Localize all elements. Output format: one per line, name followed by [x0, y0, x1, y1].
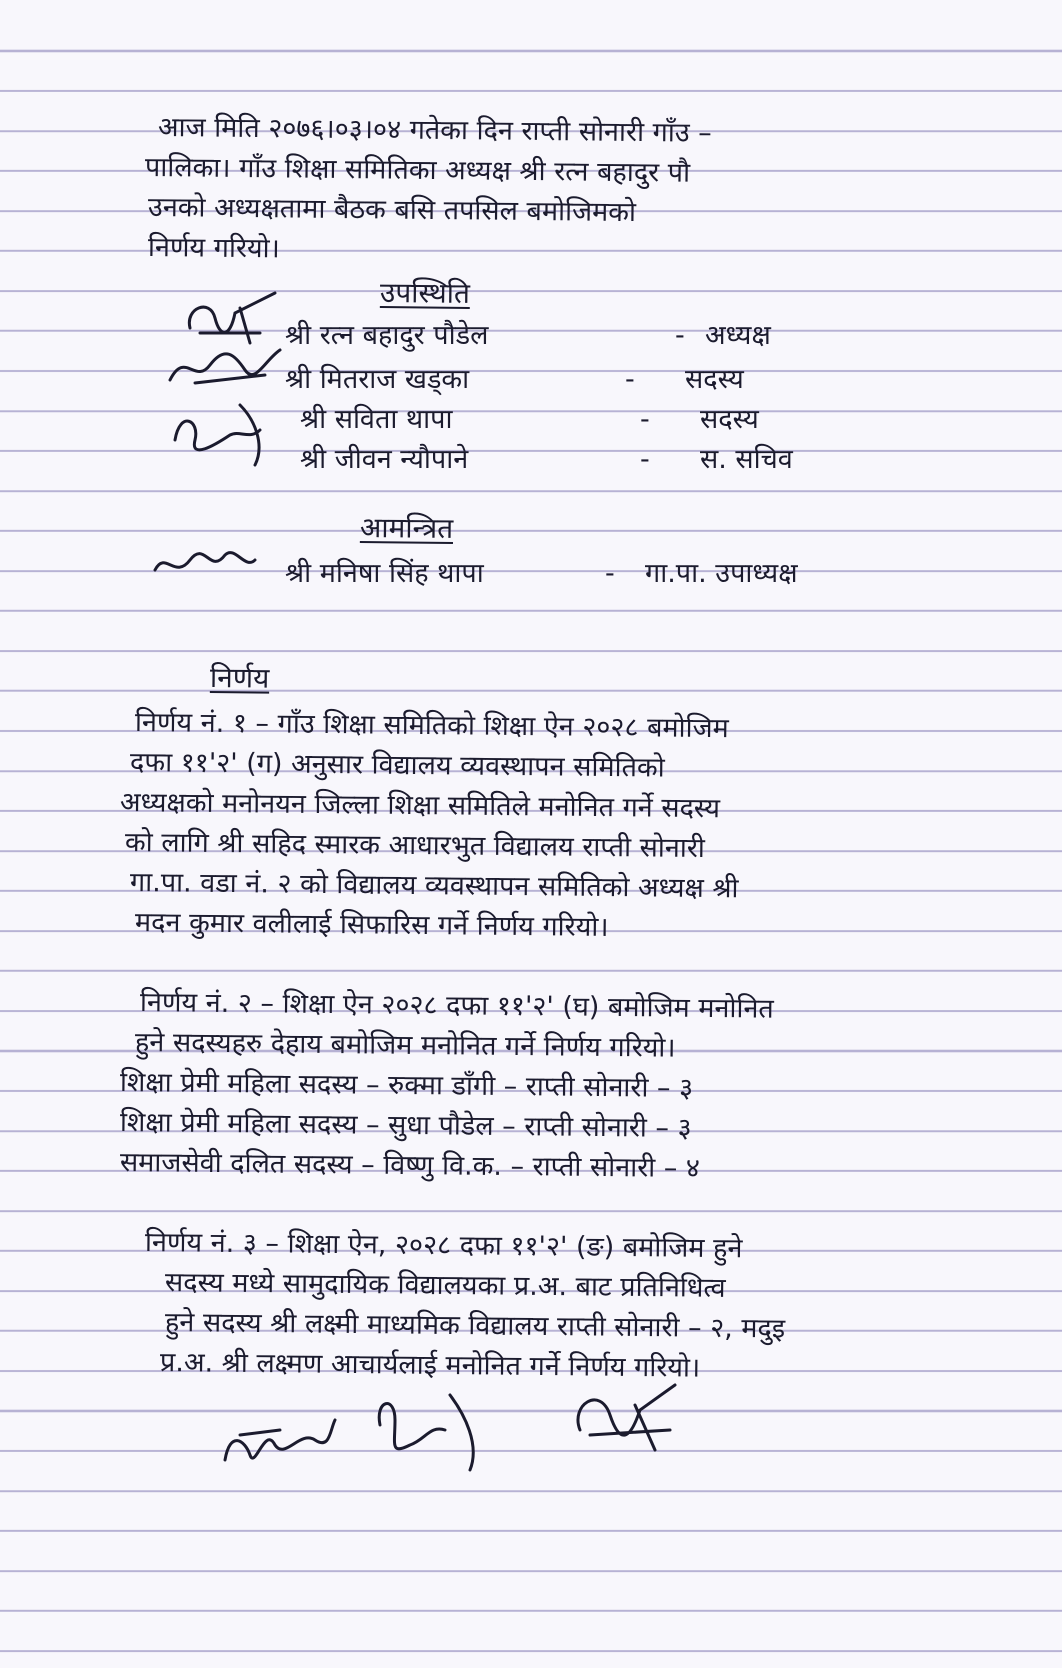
- decision3-line: प्र.अ. श्री लक्ष्मण आचार्यलाई मनोनित गर्ने निर्णय गरियो।: [159, 1347, 701, 1384]
- signature-invited: [150, 540, 260, 590]
- decision3-line: हुने सदस्य श्री लक्ष्मी माध्यमिक विद्यालय राप्ती सोनारी – २, मदुइ: [164, 1307, 786, 1345]
- invited-heading: आमन्त्रित: [359, 511, 454, 545]
- attendee-role: स. सचिव: [700, 444, 793, 475]
- attendee-name: श्री सविता थापा: [300, 404, 453, 435]
- attendance-row: [300, 402, 759, 438]
- decision3-line: सदस्य मध्ये सामुदायिक विद्यालयका प्र.अ. बाट प्रतिनिधित्व: [164, 1267, 726, 1304]
- decision2-line: निर्णय नं. २ – शिक्षा ऐन २०२८ दफा ११'२' (घ) बमोजिम मनोनित: [139, 987, 774, 1025]
- signature-member-1: [165, 345, 285, 390]
- signature-bottom-1: [220, 1410, 340, 1470]
- attendee-name: श्री मितराज खड्का: [285, 364, 470, 395]
- attendance-row: [285, 362, 744, 398]
- decision2-line: शिक्षा प्रेमी महिला सदस्य – रुक्मा डाँगी – राप्ती सोनारी – ३: [119, 1067, 694, 1105]
- signature-secretary: [170, 400, 290, 470]
- decision1-line: गा.पा. वडा नं. २ को विद्यालय व्यवस्थापन समितिको अध्यक्ष श्री: [129, 867, 739, 905]
- invited-row: [285, 556, 798, 592]
- attendee-name: श्री जीवन न्यौपाने: [300, 444, 469, 475]
- decision2-line: समाजसेवी दलित सदस्य – विष्णु वि.क. – राप्ती सोनारी – ४: [119, 1147, 701, 1185]
- attendee-dash: -: [625, 364, 635, 395]
- invited-role: गा.पा. उपाध्यक्ष: [645, 558, 798, 589]
- attendee-role: सदस्य: [685, 364, 744, 395]
- decision3-line: निर्णय नं. ३ – शिक्षा ऐन, २०२८ दफा ११'२' (ङ) बमोजिम हुने: [144, 1227, 743, 1265]
- decision2-line: शिक्षा प्रेमी महिला सदस्य – सुधा पौडेल – राप्ती सोनारी – ३: [119, 1107, 692, 1144]
- signature-bottom-2: [370, 1385, 500, 1475]
- decision1-line: दफा ११'२' (ग) अनुसार विद्यालय व्यवस्थापन समितिको: [129, 747, 665, 784]
- decision1-line: अध्यक्षको मनोनयन जिल्ला शिक्षा समितिले मनोनित गर्ने सदस्य: [119, 787, 721, 825]
- intro-line-3: उनको अध्यक्षतामा बैठक बसि तपसिल बमोजिमको: [147, 192, 637, 229]
- signature-bottom-3: [560, 1380, 690, 1460]
- intro-line-2: पालिका। गाँउ शिक्षा समितिका अध्यक्ष श्री रत्न बहादुर पौ: [144, 152, 691, 189]
- attendance-heading: उपस्थिति: [379, 276, 471, 310]
- invited-dash: -: [605, 558, 615, 589]
- attendance-row: [300, 442, 793, 478]
- decision1-line: मदन कुमार वलीलाई सिफारिस गर्ने निर्णय गरियो।: [134, 907, 609, 943]
- intro-line-1: आज मिति २०७६।०३।०४ गतेका दिन राप्ती सोनारी गाँउ –: [157, 112, 712, 149]
- attendance-row: [285, 318, 771, 354]
- attendee-role: अध्यक्ष: [705, 320, 771, 351]
- decision2-line: हुने सदस्यहरु देहाय बमोजिम मनोनित गर्ने निर्णय गरियो।: [134, 1027, 676, 1064]
- decision1-line: निर्णय नं. १ – गाँउ शिक्षा समितिको शिक्षा ऐन २०२८ बमोजिम: [134, 707, 729, 745]
- attendee-dash: -: [640, 444, 650, 475]
- attendee-dash: -: [640, 404, 650, 435]
- intro-line-4: निर्णय गरियो।: [147, 232, 281, 265]
- decisions-heading: निर्णय: [209, 661, 270, 695]
- signature-chair: [180, 288, 290, 348]
- invited-name: श्री मनिषा सिंह थापा: [285, 558, 484, 589]
- attendee-name: श्री रत्न बहादुर पौडेल: [285, 320, 489, 351]
- decision1-line: को लागि श्री सहिद स्मारक आधारभुत विद्यालय राप्ती सोनारी: [124, 827, 706, 865]
- attendee-dash: -: [675, 320, 685, 351]
- attendee-role: सदस्य: [700, 404, 759, 435]
